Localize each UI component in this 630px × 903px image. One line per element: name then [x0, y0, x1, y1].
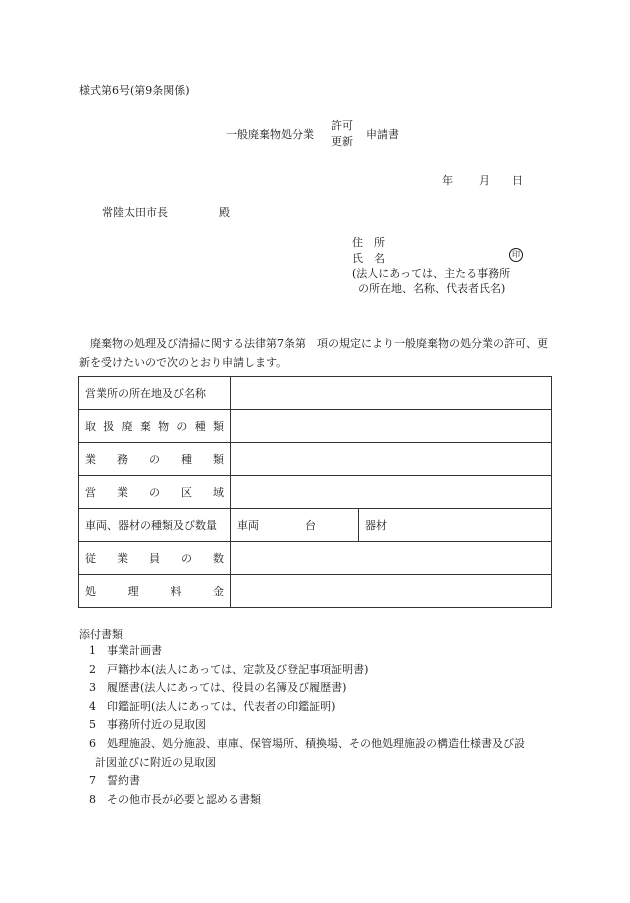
vehicle-count-field[interactable]: [231, 509, 359, 542]
office-location-field[interactable]: [231, 377, 552, 410]
fees-label: [79, 575, 231, 608]
waste-types-char: 扱: [103, 420, 115, 433]
business-types-char: の: [149, 453, 160, 466]
table-row-office: [79, 377, 552, 410]
business-area-label: [79, 476, 231, 509]
fees-char: 金: [212, 585, 224, 598]
employees-char: 業: [117, 552, 128, 565]
title-suffix: 申請書: [366, 128, 399, 141]
business-area-field[interactable]: [231, 476, 552, 509]
waste-types-char: 類: [212, 420, 224, 433]
form-title: 一般廃棄物処分業: [226, 128, 314, 141]
list-item: 6 処理施設、処分施設、車庫、保管場所、積換場、その他処理施設の構造仕様書及び設: [89, 736, 525, 750]
waste-types-field[interactable]: [231, 410, 552, 443]
waste-types-label: [79, 410, 231, 443]
list-item: 5 事務所付近の見取図: [89, 718, 206, 732]
business-area-char: 営: [85, 486, 96, 499]
list-item: 4 印鑑証明(法人にあっては、代表者の印鑑証明): [89, 699, 336, 713]
list-item: 8 その他市長が必要と認める書類: [89, 792, 261, 806]
office-location-label: 営業所の所在地及び名称: [79, 377, 231, 410]
fees-char: 料: [170, 585, 182, 598]
business-area-char: の: [149, 486, 160, 499]
employees-label: [79, 542, 231, 575]
business-types-char: 類: [213, 453, 224, 466]
vehicle-unit: 台: [305, 519, 316, 532]
employees-field[interactable]: [231, 542, 552, 575]
corporate-note-line2: の所在地、名称、代表者氏名): [358, 282, 506, 295]
addressee-honorific: 殿: [219, 206, 230, 219]
business-area-char: 区: [181, 486, 192, 499]
attachments-heading: 添付書類: [79, 628, 123, 641]
title-option-renewal: 更新: [331, 135, 353, 148]
business-types-label: [79, 443, 231, 476]
business-area-char: 域: [213, 486, 224, 499]
seal-icon: 印: [509, 248, 523, 262]
date-day-label: 日: [512, 174, 523, 187]
corporate-note-line1: (法人にあっては、主たる事務所: [352, 267, 511, 280]
applicant-address-label: 住 所: [352, 236, 385, 249]
table-row-business-types: [79, 443, 552, 476]
waste-types-char: 種: [194, 420, 206, 433]
addressee-name: 常陸太田市長: [102, 206, 168, 219]
waste-types-char: 廃: [121, 420, 133, 433]
list-item: 2 戸籍抄本(法人にあっては、定款及び登記事項証明書): [89, 662, 369, 676]
table-row-business-area: [79, 476, 552, 509]
form-number: 様式第6号(第9条関係): [79, 84, 190, 97]
fees-char: 理: [127, 585, 139, 598]
employees-char: の: [181, 552, 192, 565]
waste-types-char: 棄: [139, 420, 151, 433]
business-types-field[interactable]: [231, 443, 552, 476]
applicant-name-label: 氏 名: [352, 252, 385, 265]
date-year-label: 年: [442, 174, 453, 187]
waste-types-char: の: [176, 420, 188, 433]
waste-types-char: 物: [158, 420, 170, 433]
equipment-field[interactable]: [359, 509, 552, 542]
application-statement: 廃棄物の処理及び清掃に関する法律第7条第 項の規定により一般廃棄物の処分業の許可、更新を受けたいので次のとおり申請します。: [79, 337, 548, 369]
business-types-char: 務: [117, 453, 128, 466]
date-month-label: 月: [479, 174, 490, 187]
vehicle-label: 車両: [237, 519, 259, 532]
list-item-continuation: 計図並びに附近の見取図: [95, 755, 216, 769]
attachments-list: [89, 642, 554, 809]
business-types-char: 種: [181, 453, 192, 466]
table-row-waste-types: [79, 410, 552, 443]
list-item: 1 事業計画書: [89, 644, 162, 657]
table-row-fees: [79, 575, 552, 608]
table-row-employees: [79, 542, 552, 575]
list-item: 3 履歴書(法人にあっては、役員の名簿及び履歴書): [89, 681, 347, 695]
employees-char: 従: [85, 552, 96, 565]
equipment-label: 車両、器材の種類及び数量: [79, 509, 231, 542]
business-area-char: 業: [117, 486, 128, 499]
employees-char: 数: [213, 552, 224, 565]
title-option-permit: 許可: [331, 119, 353, 132]
equipment-item-label: 器材: [365, 519, 387, 532]
waste-types-char: 取: [85, 420, 96, 433]
fees-field[interactable]: [231, 575, 552, 608]
fees-char: 処: [85, 585, 96, 598]
business-types-char: 業: [85, 453, 96, 466]
list-item: 7 誓約書: [89, 774, 140, 788]
application-table: [78, 376, 552, 608]
table-row-equipment: [79, 509, 552, 542]
employees-char: 員: [149, 552, 160, 565]
